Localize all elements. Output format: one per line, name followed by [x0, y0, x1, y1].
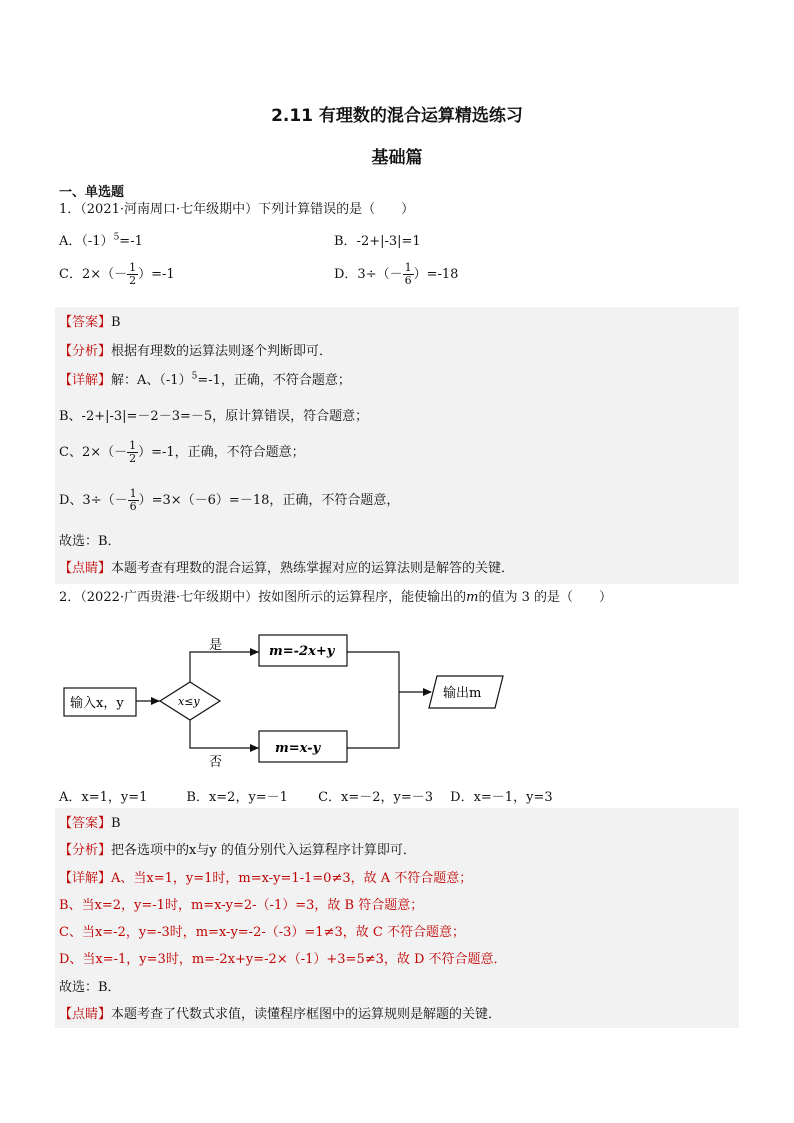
q2-comment: 【点睛】本题考查了代数式求值，读懂程序框图中的运算规则是解题的关键． — [59, 1007, 502, 1022]
q2-detail-1: 【详解】A、当x=1，y=1时，m=x-y=1-1=0≠3，故 A 不符合题意； — [59, 871, 473, 886]
q2-detail-3: C、当x=-2，y=-3时，m=x-y=-2-（-3）=1≠3，故 C 不符合题意； — [59, 925, 465, 940]
flow-cond-label: x≤y — [178, 695, 200, 708]
page-title: 2.11 有理数的混合运算精选练习 — [271, 106, 523, 126]
fraction-one-sixth: $\frac{1}{6}$ — [404, 261, 412, 287]
q1-detail-2: B、-2+|-3|=－2－3=－5，原计算错误，符合题意； — [59, 409, 369, 424]
flow-no-label: 否 — [209, 755, 223, 770]
section-heading: 一、单选题 — [59, 185, 125, 200]
q1-option-c: C．2×（－ $\frac{1}{2}$ ）=-1 — [59, 261, 175, 287]
flow-yes-label: 是 — [209, 638, 223, 653]
q1-choose: 故选：B． — [59, 534, 121, 549]
q1-analysis: 【分析】根据有理数的运算法则逐个判断即可． — [59, 344, 333, 359]
flow-input-label: 输入x，y — [70, 696, 124, 711]
flow-bottom-label: m=x-y — [275, 741, 321, 756]
q1-detail-1: 【详解】解：A、$(-1)^5=-1$，正确，不符合题意； — [59, 371, 351, 388]
q1-option-b: B．-2+|-3|=1 — [334, 234, 421, 249]
q2-options: A．x=1，y=1 B．x=2，y=－1 C．x=－2，y=－3 D．x=－1，y=3 — [59, 790, 553, 805]
q1-option-a: A．$(-1)^5=-1$ — [59, 232, 143, 249]
q1-comment: 【点睛】本题考查有理数的混合运算，熟练掌握对应的运算法则是解答的关键． — [59, 561, 515, 576]
q1-detail-3: C、2×（－ $\frac{1}{2}$ ）=-1，正确，不符合题意； — [59, 439, 305, 465]
q2-detail-2: B、当x=2，y=-1时，m=x-y=2-（-1）=3，故 B 符合题意； — [59, 898, 424, 913]
q1-option-d: D．3÷（－ $\frac{1}{6}$ ）=-18 — [334, 261, 459, 287]
q1-detail-4: D、3÷（－ $\frac{1}{6}$ ）=3×（－6）=－18，正确，不符合题意， — [59, 487, 400, 513]
q2-analysis: 【分析】把各选项中的x与y 的值分别代入运算程序计算即可． — [59, 843, 416, 858]
q2-answer: 【答案】B — [59, 816, 121, 831]
page-subtitle: 基础篇 — [371, 148, 423, 168]
flow-output-label: 输出m — [443, 686, 482, 701]
q1-stem: 1．（2021·河南周口·七年级期中）下列计算错误的是（ ） — [59, 202, 415, 217]
fraction-one-half: $\frac{1}{2}$ — [129, 261, 137, 287]
q1-answer: 【答案】B — [59, 315, 121, 330]
q2-detail-4: D、当x=-1，y=3时，m=-2x+y=-2×（-1）+3=5≠3，故 D 不符合题意． — [59, 952, 507, 967]
flow-top-label: m=-2x+y — [269, 644, 335, 659]
q2-choose: 故选：B． — [59, 980, 121, 995]
q2-stem: 2．（2022·广西贵港·七年级期中）按如图所示的运算程序，能使输出的m的值为 3 的是（ ） — [59, 590, 612, 605]
